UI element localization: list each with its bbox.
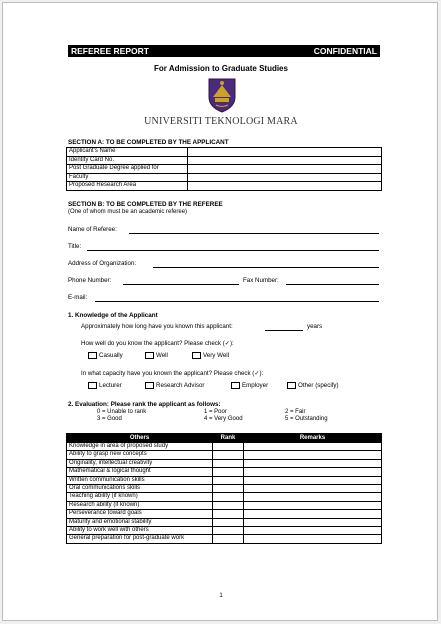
remarks-cell[interactable] xyxy=(244,468,382,476)
referee-title-label: Title: xyxy=(68,243,82,250)
scale-item: 4 = Very Good xyxy=(204,416,243,422)
table-row xyxy=(67,148,382,157)
checkbox-other[interactable] xyxy=(287,382,296,389)
research-area-field[interactable] xyxy=(188,182,382,191)
scale-item: 0 = Unable to rank xyxy=(97,409,147,415)
row-label: Faculty xyxy=(67,173,188,182)
scale-item: 3 = Good xyxy=(97,416,122,422)
rank-cell[interactable] xyxy=(213,501,244,509)
fax-label: Fax Number: xyxy=(243,277,279,284)
table-row xyxy=(67,156,382,165)
remarks-cell[interactable] xyxy=(244,476,382,484)
row-label: Identity Card No. xyxy=(67,156,188,165)
section-a-heading: SECTION A: TO BE COMPLETED BY THE APPLICANT xyxy=(68,139,229,146)
how-long-label: Approximately how long have you known this applicant: xyxy=(81,323,233,330)
criterion-label: General preparation for post-graduate work xyxy=(67,535,213,543)
ic-number-field[interactable] xyxy=(188,156,382,165)
scale-item: 5 = Outstanding xyxy=(285,416,328,422)
option-employer[interactable] xyxy=(231,382,268,389)
table-row xyxy=(67,451,382,459)
remarks-cell[interactable] xyxy=(244,493,382,501)
report-header-bar xyxy=(68,45,380,57)
criterion-label: Perseverance toward goals xyxy=(67,510,213,518)
row-label: Post Graduate Degree applied for xyxy=(67,165,188,174)
table-row xyxy=(67,443,382,451)
criterion-label: Mathematical & logical thought xyxy=(67,468,213,476)
rank-cell[interactable] xyxy=(213,476,244,484)
checkbox-research-advisor[interactable] xyxy=(145,382,154,389)
criterion-label: Ability to grasp new concepts xyxy=(67,451,213,459)
option-lecturer[interactable] xyxy=(88,382,122,389)
criterion-label: Originality, intellectual creativity xyxy=(67,459,213,467)
university-name: UNIVERSITI TEKNOLOGI MARA xyxy=(144,116,298,127)
rank-cell[interactable] xyxy=(213,510,244,518)
table-row xyxy=(67,518,382,526)
criterion-label: Written communication skills xyxy=(67,476,213,484)
criterion-label: Teaching ability (if known) xyxy=(67,493,213,501)
organization-address-field[interactable] xyxy=(153,267,379,268)
option-casually[interactable] xyxy=(88,352,123,359)
option-label: Well xyxy=(156,352,168,360)
rank-cell[interactable] xyxy=(213,485,244,493)
criterion-label: Maturity and emotional stability xyxy=(67,518,213,526)
rank-cell[interactable] xyxy=(213,451,244,459)
remarks-cell[interactable] xyxy=(244,510,382,518)
university-crest-icon xyxy=(207,77,237,113)
remarks-cell[interactable] xyxy=(244,518,382,526)
criterion-label: Research ability (if known) xyxy=(67,501,213,509)
rank-cell[interactable] xyxy=(213,493,244,501)
remarks-cell[interactable] xyxy=(244,451,382,459)
table-row xyxy=(67,501,382,509)
q2-heading: 2. Evaluation: Please rank the applicant as follows: xyxy=(68,401,221,408)
criterion-label: Ability to work well with others xyxy=(67,527,213,535)
table-row xyxy=(67,493,382,501)
checkbox-very-well[interactable] xyxy=(192,352,201,359)
rank-cell[interactable] xyxy=(213,535,244,543)
scale-item: 1 = Poor xyxy=(204,409,227,415)
checkbox-well[interactable] xyxy=(145,352,154,359)
organization-address-label: Address of Organization: xyxy=(68,260,137,267)
option-research-advisor[interactable] xyxy=(145,382,205,389)
option-label: Other (specify) xyxy=(298,382,339,390)
header-left-text: REFEREE REPORT xyxy=(71,46,149,56)
table-row xyxy=(67,527,382,535)
checkbox-employer[interactable] xyxy=(231,382,240,389)
table-row xyxy=(67,510,382,518)
referee-title-field[interactable] xyxy=(87,250,379,251)
checkbox-lecturer[interactable] xyxy=(88,382,97,389)
criterion-label: Oral communications skills xyxy=(67,485,213,493)
faculty-field[interactable] xyxy=(188,173,382,182)
table-row xyxy=(67,468,382,476)
rank-cell[interactable] xyxy=(213,443,244,451)
remarks-cell[interactable] xyxy=(244,501,382,509)
email-field[interactable] xyxy=(95,301,379,302)
table-row xyxy=(67,485,382,493)
table-row xyxy=(67,459,382,467)
column-header: Remarks xyxy=(244,434,382,443)
applicant-name-field[interactable] xyxy=(188,148,382,157)
remarks-cell[interactable] xyxy=(244,485,382,493)
fax-field[interactable] xyxy=(286,284,379,285)
phone-field[interactable] xyxy=(123,284,239,285)
evaluation-table xyxy=(66,433,382,544)
option-label: Research Advisor xyxy=(156,382,205,390)
email-label: E-mail: xyxy=(68,294,88,301)
years-label: years xyxy=(307,323,323,330)
remarks-cell[interactable] xyxy=(244,527,382,535)
table-row xyxy=(67,182,382,191)
degree-field[interactable] xyxy=(188,165,382,174)
option-label: Employer xyxy=(242,382,269,390)
table-row xyxy=(67,173,382,182)
document-page xyxy=(2,2,438,621)
table-row xyxy=(67,165,382,174)
q1-heading: 1. Knowledge of the Applicant xyxy=(68,312,158,319)
option-well[interactable] xyxy=(145,352,168,359)
referee-name-label: Name of Referee: xyxy=(68,226,117,233)
section-b-heading: SECTION B: TO BE COMPLETED BY THE REFEREE xyxy=(68,201,223,208)
rank-cell[interactable] xyxy=(213,459,244,467)
remarks-cell[interactable] xyxy=(244,443,382,451)
section-b-subheading: (One of whom must be an academic referee) xyxy=(68,209,188,215)
table-header-row xyxy=(67,434,382,443)
page-number: 1 xyxy=(219,593,223,599)
years-known-field[interactable] xyxy=(265,330,303,331)
phone-label: Phone Number: xyxy=(68,277,112,284)
option-other[interactable] xyxy=(287,382,339,389)
table-row xyxy=(67,476,382,484)
option-very-well[interactable] xyxy=(192,352,229,359)
row-label: Proposed Research Area xyxy=(67,182,188,191)
rank-cell[interactable] xyxy=(213,468,244,476)
column-header: Others xyxy=(67,434,213,443)
applicant-info-table xyxy=(66,147,382,191)
option-label: Casually xyxy=(99,352,123,360)
header-right-text: CONFIDENTIAL xyxy=(313,46,377,56)
rank-cell[interactable] xyxy=(213,518,244,526)
scale-item: 2 = Fair xyxy=(285,409,306,415)
remarks-cell[interactable] xyxy=(244,459,382,467)
table-row xyxy=(67,535,382,543)
how-well-label: How well do you know the applicant? Please check (✓): xyxy=(81,340,234,347)
option-label: Very Well xyxy=(203,352,230,360)
option-label: Lecturer xyxy=(99,382,122,390)
capacity-label: In what capacity have you known the applicant? Please check (✓): xyxy=(81,370,264,377)
page-title: For Admission to Graduate Studies xyxy=(154,64,288,73)
criterion-label: Knowledge in area of proposed study xyxy=(67,443,213,451)
remarks-cell[interactable] xyxy=(244,535,382,543)
referee-name-field[interactable] xyxy=(129,233,379,234)
rank-cell[interactable] xyxy=(213,527,244,535)
row-label: Applicant's Name xyxy=(67,148,188,157)
checkbox-casually[interactable] xyxy=(88,352,97,359)
column-header: Rank xyxy=(213,434,244,443)
